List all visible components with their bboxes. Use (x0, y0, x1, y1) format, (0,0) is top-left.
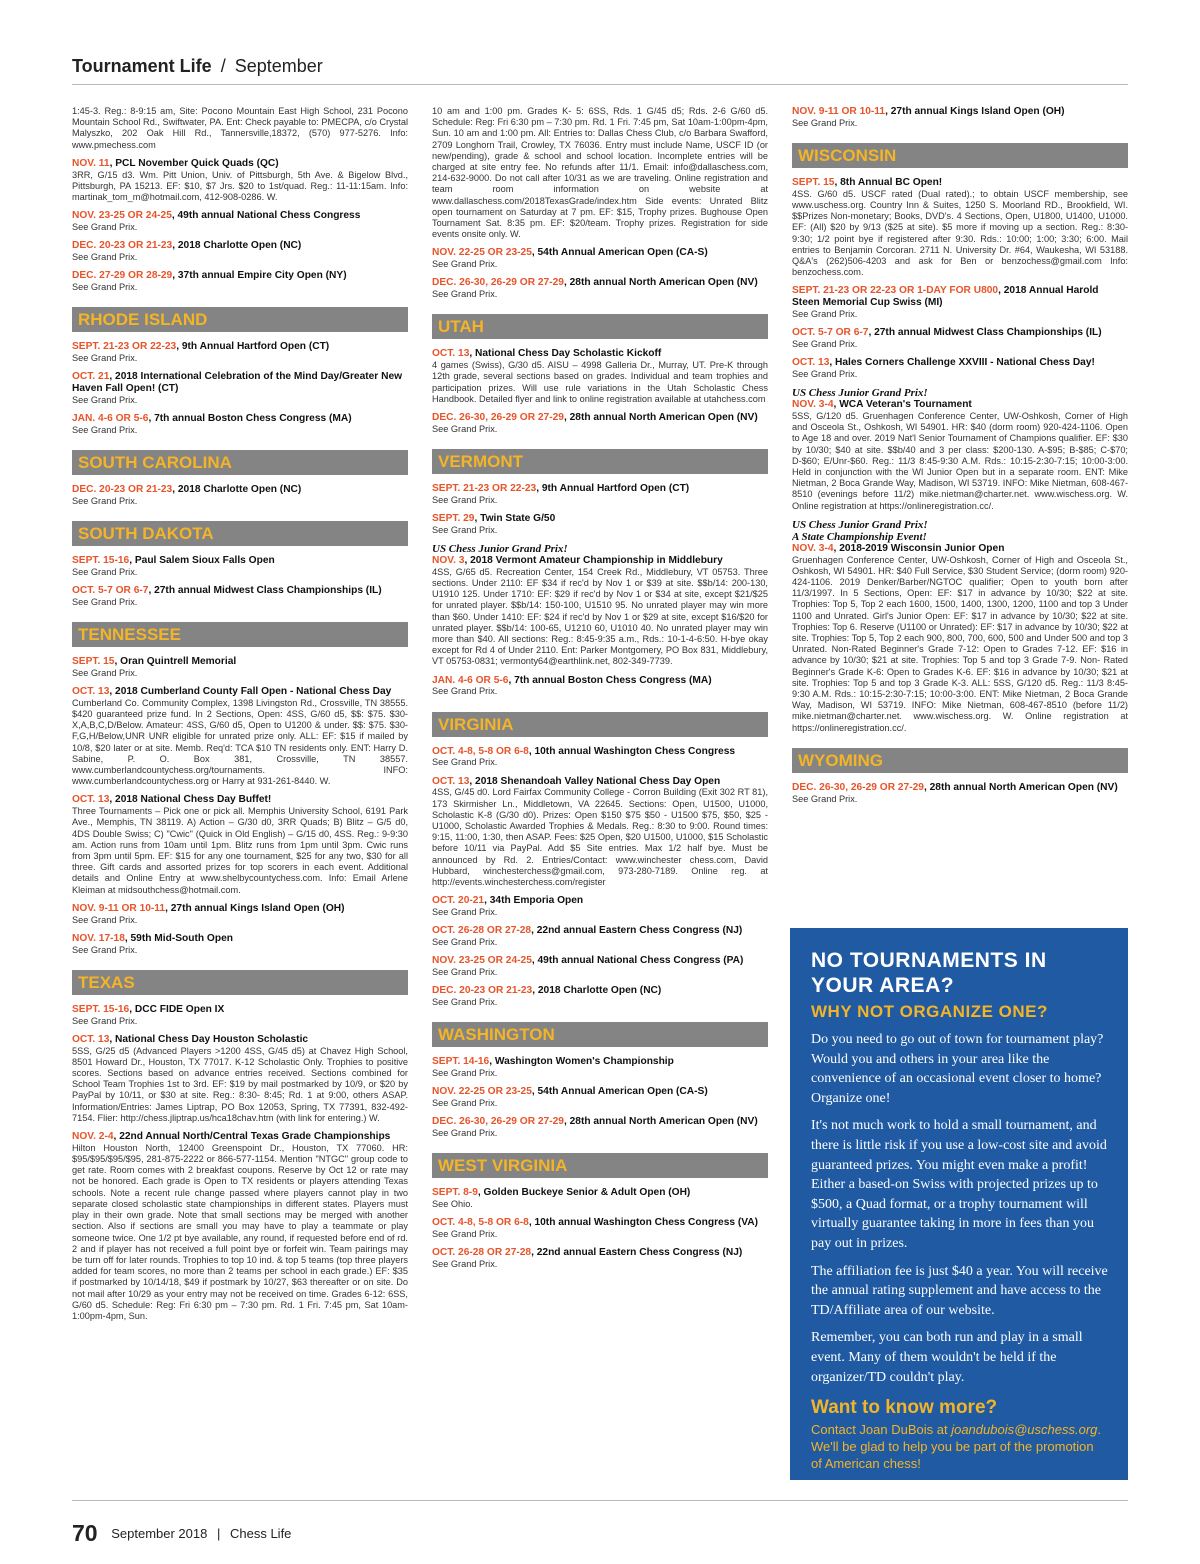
entry-date: OCT. 13 (432, 348, 470, 360)
entry-title: , DCC FIDE Open IX (129, 1003, 225, 1015)
entry-heading (432, 247, 768, 259)
section-title: Tournament Life (72, 56, 212, 76)
entry-body: See Grand Prix. (72, 1015, 138, 1026)
entry-body: See Grand Prix. (792, 117, 858, 128)
tournament-entry (432, 483, 768, 506)
entry-title: , 10th annual Washington Chess Congress (528, 745, 736, 757)
entry-title: , 7th annual Boston Chess Congress (MA) (148, 413, 352, 425)
grand-prix-note: US Chess Junior Grand Prix! (792, 387, 928, 400)
entry-title: , 2018 Charlotte Open (NC) (172, 484, 302, 496)
entry-heading (432, 1187, 768, 1199)
tournament-entry (72, 903, 408, 926)
entry-heading (792, 177, 1128, 189)
entry-body: See Grand Prix. (432, 1068, 498, 1079)
entry-heading (432, 348, 768, 360)
entry-heading (72, 1034, 408, 1046)
entry-date: SEPT. 21-23 OR 22-23 (432, 483, 537, 495)
entry-body: See Grand Prix. (432, 997, 498, 1008)
entry-title: , 28th annual North American Open (NV) (563, 277, 758, 289)
tournament-entry (432, 277, 768, 300)
entry-title: , 2018 Charlotte Open (NC) (532, 985, 662, 997)
column-1 (72, 106, 408, 1484)
entry-title: , Twin State G/50 (474, 513, 556, 525)
state-heading: SOUTH CAROLINA (72, 450, 408, 475)
tournament-entry (792, 106, 1128, 129)
tournament-entry (72, 371, 408, 406)
entry-body: See Grand Prix. (432, 686, 498, 697)
promo-contact (811, 1421, 1108, 1472)
tournament-entry (72, 933, 408, 956)
entry-heading (432, 746, 768, 758)
entry-heading (72, 484, 408, 496)
tournament-entry (72, 585, 408, 608)
tournament-entry (72, 1131, 408, 1322)
tournament-entry (72, 270, 408, 293)
tournament-entry (432, 925, 768, 948)
entry-body: See Grand Prix. (432, 907, 498, 918)
entry-body: Gruenhagen Conference Center, UW-Oshkosh, Corner of High and Osceola St., Oshkosh, WI 54901. HR: $40 Full Service, $30 Student Service; (dorm room) 920-424-1106. 2019 Denker/Barber/NGTOC qualifier; Open to youth born after 11/3/1997. In 5 Sections, Open: EF: $17 in advance by 10/30; $22 at site. Trophies: Top 5, Top 2 each 1600, 1500, 1400, 1300, 1200, 1100 and top 3 Under 1100 and Unrated. Girl's Junior Open: EF: $17 in advance by 10/30; $22 at site. Trophies: Top 6. Reserve (U1100 or Unrated): EF: $17 in advance by 10/30; $22 at site. Trophies: Top 5, Top 2 each 900, 800, 700, 600, 500 and Under 500 and top 3 Unrated. Non-Rated Beginner's Grade 7-12: Open to Grades 7-12. EF: $16 in advance by 10/30; $21 at site. Trophies: Top 5 and top 3 Grade 7-9. Non- Rated Beginner's Grade K-6: Open to Grades K-6. EF: $16 in advance by 10/30; $21 at site. Trophies: Top 5 and top 3 Grade K-3. ALL: 5SS, G/120 d5. Reg.: 11/3 8:45-9:30 A.M. Rds.: 10:15-2:30-7:15; 10:00-3:00. ENT: Mike Nietman, 2 Boca Grande Way, Madison, WI 53719. INFO: Mike Nietman, 608-467-8510 (before 11/2) mike.nietman@charter.net. www.wischess.org. W. Online registration at https://onlineregistration.cc/. (792, 554, 1128, 733)
page-header (72, 56, 323, 77)
entry-date: JAN. 4-6 OR 5-6 (72, 413, 149, 425)
entry-body: See Grand Prix. (792, 369, 858, 380)
entry-body: See Grand Prix. (72, 495, 138, 506)
entry-body: See Grand Prix. (432, 967, 498, 978)
state-heading: WISCONSIN (792, 143, 1128, 168)
entry-body: See Grand Prix. (72, 353, 138, 364)
entry-date: SEPT. 8-9 (432, 1187, 478, 1199)
entry-title: , National Chess Day Scholastic Kickoff (469, 348, 662, 360)
entry-title: , 22nd annual Eastern Chess Congress (NJ) (531, 1247, 743, 1259)
entry-heading (72, 341, 408, 353)
tournament-entry (432, 955, 768, 978)
entry-date: OCT. 26-28 OR 27-28 (432, 1247, 532, 1259)
entry-body: 4SS. G/60 d5. USCF rated (Dual rated).; to obtain USCF membership, see www.uschess.org. Country Inn & Suites, 1250 S. Moorland RD., Brookfield, WI. $$Prizes Non-monetary; Books, DVD's. 4 Sections, Open, U1800, U1400, U1000. EF: (All) $20 by 9/13 ($25 at site). $5 more if moving up a section. Reg.: 8:30-9:30; 1/2 point bye if registered after 9:30. Rds.: 10:00; 1:00; 3:30; 6:00. Mail entries to Benjamin Corcoran. 2711 N. University Dr. #64, Waukesha, WI 53188. Q&A's (262)506-4203 and ask for Ben or benzochess@gmail.com Info: benzochess.com. (792, 188, 1128, 278)
entry-heading (432, 985, 768, 997)
entry-heading (792, 285, 1128, 309)
entry-title: , 22nd Annual North/Central Texas Grade Championships (113, 1131, 391, 1143)
entry-date: DEC. 26-30, 26-29 OR 27-29 (792, 781, 924, 793)
tournament-entry (432, 412, 768, 435)
entry-title: , 27th annual Midwest Class Championships (IL) (148, 585, 382, 597)
entry-title: , 9th Annual Hartford Open (CT) (176, 341, 330, 353)
entry-date: DEC. 26-30, 26-29 OR 27-29 (432, 412, 564, 424)
entry-heading (432, 483, 768, 495)
entry-heading (432, 895, 768, 907)
entry-body: See Grand Prix. (792, 793, 858, 804)
entry-date: DEC. 20-23 OR 21-23 (432, 985, 533, 997)
entry-date: OCT. 5-7 OR 6-7 (792, 327, 869, 339)
tournament-entry (792, 177, 1128, 278)
entry-heading (432, 555, 768, 567)
entry-date: NOV. 3-4 (792, 542, 834, 554)
entry-body: 4SS, G/45 d0. Lord Fairfax Community College - Corron Building (Exit 302 RT 81), 173 Skirmisher Ln., Middletown, VA 22645. Sections: Open, U1500, U1000, Scholastic K-8 (G/30 d0). Prizes: Open $150 $75 $50 - U1500 $75, $50, $25 - U1000, Scholastic Awarded Trophies & Medals. Reg.: 8:30 to 9:00. Round times: 9:15, 11:00, 1:30, then ASAP. Fees: $25 Open, $20 U1500, U1000, $15 Scholastic before 10/11 via PayPal. Add $5 Site entries. Max 1/2 half bye. Must be announced by Rd. 2. Entries/Contact: www.winchester chess.com, David Hubbard, winchesterchess@gmail.com, 973-280-7189. Online reg. at http://events.winchesterchess.com/register (432, 787, 768, 888)
promo-title: NO TOURNAMENTS IN YOUR AREA? (811, 949, 1047, 997)
entry-heading (72, 210, 408, 222)
entry-date: OCT. 13 (72, 794, 110, 806)
tournament-entry (432, 1217, 768, 1240)
entry-title: , 2018 Charlotte Open (NC) (172, 240, 302, 252)
entry-date: OCT. 20-21 (432, 895, 485, 907)
entry-date: SEPT. 21-23 OR 22-23 (72, 341, 177, 353)
promo-contact-email[interactable]: joandubois@uschess.org (951, 1422, 1098, 1438)
tournament-entry (432, 746, 768, 769)
entry-date: NOV. 11 (72, 157, 110, 169)
tournament-entry (432, 1056, 768, 1079)
column-2 (432, 106, 768, 1484)
entry-date: NOV. 22-25 OR 23-25 (432, 1086, 532, 1098)
entry-date: NOV. 22-25 OR 23-25 (432, 247, 532, 259)
entry-date: NOV. 23-25 OR 24-25 (72, 210, 172, 222)
entry-title: , 10th annual Washington Chess Congress (VA) (528, 1217, 759, 1229)
grand-prix-note: US Chess Junior Grand Prix! (792, 518, 928, 531)
entry-heading (432, 955, 768, 967)
tournament-entry (432, 543, 768, 668)
entry-body: See Grand Prix. (432, 494, 498, 505)
entry-title: , WCA Veteran's Tournament (833, 399, 972, 411)
entry-date: SEPT. 21-23 OR 22-23 OR 1-DAY FOR U800 (792, 285, 999, 297)
entry-date: DEC. 27-29 OR 28-29 (72, 270, 173, 282)
tournament-entry (72, 794, 408, 895)
entry-date: SEPT. 15-16 (72, 555, 130, 567)
entry-heading (72, 1004, 408, 1016)
entry-title: , 2018 International Celebration of the Mind Day/Greater New Haven Fall Open! (CT) (72, 371, 403, 395)
header-rule (72, 84, 1128, 85)
entry-title: , 49th annual National Chess Congress (PA) (531, 955, 744, 967)
promo-subtitle: WHY NOT ORGANIZE ONE? (811, 1002, 1048, 1021)
promo-paragraph: Do you need to go out of town for tournament play? Would you and others in your area like the convenience of an occasional event closer to home? Organize one! (811, 1032, 1104, 1106)
state-heading: WYOMING (792, 748, 1128, 773)
entry-title: , 2018 Cumberland County Fall Open - National Chess Day (109, 686, 392, 698)
entry-body: See Grand Prix. (72, 667, 138, 678)
entry-date: SEPT. 15 (72, 656, 115, 668)
entry-heading (432, 1116, 768, 1128)
entry-body: See Grand Prix. (72, 596, 138, 607)
entry-title: , 28th annual North American Open (NV) (563, 412, 758, 424)
entry-heading (72, 413, 408, 425)
tournament-entry (432, 1247, 768, 1270)
entry-heading (432, 1247, 768, 1259)
entry-date: NOV. 9-11 OR 10-11 (792, 106, 886, 117)
header-separator: / (220, 56, 226, 76)
entry-title: , 27th annual Kings Island Open (OH) (885, 106, 1065, 117)
tournament-entry (792, 387, 1128, 512)
tournament-entry (72, 656, 408, 679)
entry-body: See Grand Prix. (432, 289, 498, 300)
entry-heading (72, 270, 408, 282)
entry-body: See Grand Prix. (72, 944, 138, 955)
entry-body: 10 am and 1:00 pm. Grades K- 5: 6SS, Rds. 1 G/45 d5; Rds. 2-6 G/60 d5. Schedule: Reg: Fri 6:30 pm – 7:30 pm. Rd. 1 Fri. 7:45 pm, Sat 10am-1:00pm-4pm, Sun. 10 am and 1:00 pm. All: Entries to: Dallas Chess Club, c/o Barbara Swafford, 2709 Longhorn Trail, Crowley, TX 76036. Entry must include Name, USCF ID (or new/pending), grade & school and school location. Incomplete entries will be charged at site entry fee. No refunds after 11/1. Email: info@dallaschess.com, 214-632-9000. Do not call after 10/31 as we are traveling. Online registration and team room information on website at www.dallaschess.com/2018TexasGrade/index.htm Side events: Unrated Blitz open tournament on Saturday at 7 pm. EF: $15, Trophy prizes. Bughouse Open Tournament Sat. 8:35 pm. EF: $20/team. Trophy prizes. Registration for side events onsite only. W. (432, 106, 768, 240)
entry-heading (72, 933, 408, 945)
tournament-entry (432, 1116, 768, 1139)
header-month: September (234, 56, 323, 76)
entry-heading (432, 1056, 768, 1068)
tournament-entry (72, 413, 408, 436)
entry-title: , Oran Quintrell Memorial (114, 656, 237, 668)
promo-paragraph: The affiliation fee is just $40 a year. You will receive the annual rating supplement and have access to the TD/Affiliate area of our website. (811, 1263, 1108, 1318)
tournament-entry (432, 776, 768, 889)
entry-title: , 2018-2019 Wisconsin Junior Open (833, 542, 1005, 554)
entry-date: OCT. 21 (72, 371, 110, 383)
entry-date: OCT. 13 (432, 775, 470, 787)
entry-title: , 27th annual Kings Island Open (OH) (165, 902, 345, 914)
tournament-entry (432, 1086, 768, 1109)
state-heading: WEST VIRGINIA (432, 1153, 768, 1178)
entry-date: DEC. 26-30, 26-29 OR 27-29 (432, 277, 564, 289)
entry-title: , Golden Buckeye Senior & Adult Open (OH) (477, 1187, 691, 1199)
footer-magazine: Chess Life (229, 1526, 292, 1541)
entry-title: , 2018 Vermont Amateur Championship in Middlebury (464, 555, 723, 567)
state-heading: VERMONT (432, 449, 768, 474)
entry-title: , 7th annual Boston Chess Congress (MA) (508, 674, 712, 686)
promo-more-title: Want to know more? (811, 1397, 998, 1419)
entry-heading (72, 158, 408, 170)
entry-heading (432, 277, 768, 289)
entry-heading (792, 327, 1128, 339)
tournament-entry (72, 555, 408, 578)
entry-body: See Grand Prix. (72, 394, 138, 405)
entry-date: SEPT. 15-16 (72, 1003, 130, 1015)
entry-heading (72, 240, 408, 252)
entry-title: , 49th annual National Chess Congress (171, 210, 361, 222)
entry-heading (72, 794, 408, 806)
entry-date: JAN. 4-6 OR 5-6 (432, 674, 509, 686)
entry-body: 4 games (Swiss), G/30 d5. AISU – 4998 Galleria Dr., Murray, UT. Pre-K through 12th grade, several sections based on grades. Individual and team trophies and participation prizes. Will use rule variations in the Utah Scholastic Chess Handbook. Detailed flyer and link to online registration available at utahchess.com (432, 360, 768, 404)
entry-body: See Grand Prix. (72, 222, 138, 233)
promo-paragraph: It's not much work to hold a small tournament, and there is little risk if you use a low-cost site and avoid guaranteed prizes. You might even make a profit! Either a based-on Swiss with projected prizes up to $500, a Quad format, or a trophy tournament will virtually guarantee taking in more in fees than you pay out in prizes. (811, 1118, 1107, 1251)
entry-date: SEPT. 15 (792, 177, 835, 188)
promo-paragraph: Remember, you can both run and play in a small event. Many of them wouldn't be held if the organizer/TD couldn't play. (811, 1330, 1083, 1385)
footer-issue: September 2018 (111, 1526, 208, 1541)
entry-heading (432, 1086, 768, 1098)
entry-heading (792, 782, 1128, 794)
entry-body: Hilton Houston North, 12400 Greenspoint Dr., Houston, TX 77060. HR: $95/$95/$95/$95, 281-875-2222 or 866-577-1154. Mention "NTGC" group code to get rate. Room comes with 2 breakfast coupons. Reserve by Oct 12 or rate may not be honored. Each grade is Open to TX residents or players attending Texas schools. Note a recent rule change passed where players cannot play in two separate closed scholastic state championships in different states. Players must play in their own grade. Note that small sections may be merged with another section. Also if sections are small you may have to play a teammate or play someone twice. One 1/2 pt bye available, any round, if requested before end of rd. 2 and if player has not received a full point bye or forfeit win. Team pairings may be turn off for later rounds. Trophies to top 10 ind. & top 5 teams (top three players added for team scores, no more than 2 teams per school in each grade.) EF: $35 if postmarked by 10/14/18, $49 if postmark by 10/27, $63 thereafter or on site. Do not mail after 10/29 as your entry may not be received on time. Grades 6-12: 6SS, G/60 d5. Schedule: Reg: Fri 6:30 pm – 7:30 pm. Rd. 1 Fri. 7:45 pm, Sat 10am-1:00pm-4pm, Sun. (72, 1142, 408, 1321)
entry-date: NOV. 9-11 OR 10-11 (72, 902, 166, 914)
entry-heading (432, 675, 768, 687)
grand-prix-note: A State Championship Event! (792, 530, 927, 543)
tournament-entry (432, 247, 768, 270)
entry-date: OCT. 13 (72, 1033, 110, 1045)
entry-date: OCT. 26-28 OR 27-28 (432, 925, 532, 937)
entry-title: , Paul Salem Sioux Falls Open (129, 555, 275, 567)
state-heading: TENNESSEE (72, 622, 408, 647)
tournament-entry (792, 285, 1128, 320)
tournament-entry (432, 985, 768, 1008)
entry-body: See Grand Prix. (432, 1128, 498, 1139)
entry-title: , 2018 Shenandoah Valley National Chess Day Open (469, 775, 721, 787)
entry-heading (72, 371, 408, 395)
tournament-entry (792, 519, 1128, 734)
entry-heading (792, 357, 1128, 369)
entry-body: See Grand Prix. (432, 423, 498, 434)
entry-date: SEPT. 29 (432, 513, 475, 525)
tournament-entry (72, 1034, 408, 1124)
entry-heading (432, 1217, 768, 1229)
entry-date: OCT. 13 (72, 686, 110, 698)
tournament-entry (72, 240, 408, 263)
tournament-entry (72, 106, 408, 151)
entry-heading (792, 399, 1128, 411)
entry-title: , Hales Corners Challenge XXVIII - National Chess Day! (829, 357, 1095, 369)
entry-body: See Grand Prix. (432, 937, 498, 948)
entry-title: , 37th annual Empire City Open (NY) (172, 270, 347, 282)
entry-body: 4SS, G/65 d5. Recreation Center, 154 Creek Rd., Middlebury, VT 05753. Three sections. Under 2110: EF $34 if rec'd by Nov 1 or $39 at site. $$b/14: 200-130, U1910 125. Under 1710: EF: $29 if rec'd by Nov 1 or $34 at site, except $21/$25 for unrated player. $$b/14: 150-100, U1510 95. No unrated player may win more than $60. Under 1410: EF: $24 if rec'd by Nov 1 or $29 at site, except $16/$20 for unrated player. $$b/14: 100-65, U1210 60, U1010 40. No unrated player may win more than $40. All sections: Reg.: 8:45-9:35 a.m., Rds.: 10-1-4-6:50. H-bye okay except for Rd 4 of Under 2110. Ent: Parker Montgomery, PO Box 831, Middlebury, VT 05753-0831; vermonty64@earthlink.net, 802-349-7739. (432, 566, 768, 667)
tournament-entry (792, 782, 1128, 805)
entry-body: See Grand Prix. (72, 252, 138, 263)
entry-body: See Grand Prix. (72, 282, 138, 293)
page-footer (72, 1520, 291, 1547)
entry-body: 5SS, G/25 d5 (Advanced Players >1200 4SS, G/45 d5) at Chavez High School, 8501 Howard Dr., Houston, TX 77017. K-12 Scholastic Only. Trophies to positive scores. Sections based on advance entries received. Sections combined for School Team Trophies 1st to 3rd. EF: $19 by mail postmarked by 10/9, or $20 by PayPal by 10/11, or $30 at site. Reg.: 8:30- 8:45; Rd. 1 at 9:00, others ASAP. Information/Entries: James Liptrap, PO Box 12053, Spring, TX 77391, 832-492-7154. Flier: http://chess.jliptrap.us/hca18chav.htm (with link for entering.) W. (72, 1045, 408, 1123)
tournament-entry (72, 686, 408, 787)
footer-separator: | (216, 1526, 221, 1541)
entry-date: DEC. 26-30, 26-29 OR 27-29 (432, 1116, 564, 1128)
state-heading: WASHINGTON (432, 1022, 768, 1047)
entry-date: OCT. 13 (792, 357, 830, 369)
organize-promo-box (790, 928, 1128, 1480)
state-heading: VIRGINIA (432, 712, 768, 737)
entry-body: See Ohio. (432, 1199, 473, 1210)
state-heading: SOUTH DAKOTA (72, 521, 408, 546)
grand-prix-note: US Chess Junior Grand Prix! (432, 543, 568, 556)
entry-heading (72, 656, 408, 668)
entry-title: , 8th Annual BC Open! (834, 177, 943, 188)
entry-heading (432, 513, 768, 525)
tournament-entry (72, 341, 408, 364)
entry-body: 1:45-3. Reg.: 8-9:15 am, Site: Pocono Mountain East High School, 231 Pocono Mountain School Rd., Swiftwater, PA. Ent: Check payable to: PMECPA, c/o Crystal Malyszko, 202 Oak Hill Rd., Tannersville,18372, (570) 977-5276. Info: www.pmechess.com (72, 106, 408, 150)
entry-body: See Grand Prix. (432, 1098, 498, 1109)
entry-body: See Grand Prix. (72, 566, 138, 577)
entry-title: , PCL November Quick Quads (QC) (109, 157, 279, 169)
entry-heading (432, 412, 768, 424)
entry-title: , 54th Annual American Open (CA-S) (531, 1086, 708, 1098)
tournament-entry (792, 357, 1128, 380)
entry-body: 3RR, G/15 d3. Wm. Pitt Union, Univ. of Pittsburgh, 5th Ave. & Bigelow Blvd., Pittsburgh, PA 15213. EF: $10, $7 Jrs. $20 to 1st/quad. Reg.: 11-11:15am. Info: martinak_tom_m@hotmail.com, 412-908-0286. W. (72, 169, 408, 203)
entry-title: , Washington Women's Championship (489, 1056, 674, 1068)
entry-title: , 27th annual Midwest Class Championships (IL) (868, 327, 1102, 339)
entry-body: See Grand Prix. (72, 914, 138, 925)
tournament-entry (72, 158, 408, 203)
entry-title: , National Chess Day Houston Scholastic (109, 1033, 309, 1045)
entry-title: , 28th annual North American Open (NV) (923, 781, 1118, 793)
tournament-entry (432, 348, 768, 405)
entry-heading (72, 686, 408, 698)
entry-heading (792, 106, 1128, 118)
entry-date: DEC. 20-23 OR 21-23 (72, 484, 173, 496)
tournament-entry (792, 327, 1128, 350)
entry-body: See Grand Prix. (432, 1229, 498, 1240)
entry-heading (792, 543, 1128, 555)
entry-body: See Grand Prix. (432, 524, 498, 535)
entry-body: See Grand Prix. (792, 309, 858, 320)
entry-body: 5SS, G/120 d5. Gruenhagen Conference Center, UW-Oshkosh, Corner of High and Osceola St., Oshkosh, WI 54901. HR: $40 (dorm room) 920-424-1106. Open to Age 18 and over. 2019 Nat'l Senior Tournament of Champions qualifier. EF: $30 by 10/30; $40 at site. $$b/40 and 3 per class: $200-130. A-$95; B-$85; C-$70; D-$60; E/Unr-$60. Reg.: 11/3 8:45-9:30 A.M. Rds.: 10:15-2:30-7:15; 10:00-3:00. Held in conjunction with the WI Junior Open but in a separate room. ENT: Mike Nietman, 2 Boca Grande Way, Madison, WI 53719. INFO: Mike Nietman, 608-467- 8510 (evenings before 11/2) mike.nietman@charter.net. www.wischess.org. W. Online registration at https://onlineregistration.cc/. (792, 411, 1128, 511)
tournament-entry (432, 513, 768, 536)
entry-date: SEPT. 14-16 (432, 1056, 490, 1068)
entry-title: , 28th annual North American Open (NV) (563, 1116, 758, 1128)
entry-date: NOV. 2-4 (72, 1131, 114, 1143)
entry-date: DEC. 20-23 OR 21-23 (72, 240, 173, 252)
entry-title: , 54th Annual American Open (CA-S) (531, 247, 708, 259)
entry-date: NOV. 23-25 OR 24-25 (432, 955, 532, 967)
entry-heading (72, 585, 408, 597)
entry-date: OCT. 4-8, 5-8 OR 6-8 (432, 1217, 529, 1229)
entry-heading (432, 925, 768, 937)
entry-heading (72, 903, 408, 915)
entry-title: , 2018 Annual Harold Steen Memorial Cup Swiss (MI) (792, 285, 1099, 309)
tournament-entry (432, 675, 768, 698)
promo-contact-text: . We'll be glad to help you be part of the promotion of American chess! (811, 1422, 1102, 1472)
entry-heading (72, 555, 408, 567)
entry-date: NOV. 3-4 (792, 399, 834, 411)
entry-body: See Grand Prix. (792, 339, 858, 350)
entry-date: NOV. 3 (432, 555, 465, 567)
state-heading: UTAH (432, 314, 768, 339)
entry-title: , 59th Mid-South Open (124, 932, 233, 944)
entry-heading (432, 776, 768, 788)
state-heading: TEXAS (72, 970, 408, 995)
tournament-entry (432, 1187, 768, 1210)
entry-body: See Grand Prix. (432, 259, 498, 270)
entry-body: Three Tournaments – Pick one or pick all. Memphis University School, 6191 Park Ave., Memphis, TN 38119. A) Action – G/30 d0, 3RR Quads; B) Blitz – G/5 d0, 4DS Double Swiss; C) "Cwic" (Quick in Old English) – G/15 d0, 4SS. Reg.: 9-9:30 am. Action runs from 10am until 1pm. Blitz runs from 1pm until 3pm. Cwic runs from 3pm until 5pm. EF: $15 for any one tournament, $25 for any two, $30 for all three. Gift cards and assorted prizes for top scorers in each event. Additional details and Online Entry at www.shelbycountychess.com. Info: Email Arlene Kleiman at midsouthchess@hotmail.com. (72, 806, 408, 895)
tournament-entry (72, 210, 408, 233)
entry-body: See Grand Prix. (72, 424, 138, 435)
page-number: 70 (72, 1520, 98, 1546)
tournament-entry (432, 106, 768, 240)
footer-rule (72, 1500, 1128, 1501)
entry-heading (72, 1131, 408, 1143)
entry-date: NOV. 17-18 (72, 932, 125, 944)
entry-body: Cumberland Co. Community Complex, 1398 Livingston Rd., Crossville, TN 38555. $420 guaranteed prize fund. In 2 Sections, Open: 4SS, G/60 d5, $$: $75. $30-X,A,B,C,D/Below. Amateur: 4SS, G/60 d5, Open to U1200 & under. $$: $75. $30-F,G,H/Below,UNR UNR eligible for unrated prize only. ALL: EF: $15 if mailed by 10/8, $20 later or at site. Memb. Req'd: TCA $10 TN residents only. ENT: Harry D. Sabine, P. O. Box 381, Crossville, TN 38557. www.cumberlandcountychess.org/tournaments. INFO: www.cumberlandcountychess.org or Harry at 931-261-8440. W. (72, 697, 408, 787)
entry-body: See Grand Prix. (432, 1259, 498, 1270)
entry-body: See Grand Prix. (432, 757, 498, 768)
entry-title: , 2018 National Chess Day Buffet! (109, 794, 272, 806)
tournament-entry (72, 484, 408, 507)
promo-contact-text: Contact Joan DuBois at (811, 1422, 952, 1438)
tournament-entry (72, 1004, 408, 1027)
state-heading: RHODE ISLAND (72, 307, 408, 332)
entry-date: OCT. 4-8, 5-8 OR 6-8 (432, 745, 529, 757)
entry-title: , 34th Emporia Open (484, 895, 584, 907)
tournament-entry (432, 895, 768, 918)
entry-date: OCT. 5-7 OR 6-7 (72, 585, 149, 597)
entry-title: , 9th Annual Hartford Open (CT) (536, 483, 690, 495)
entry-title: , 22nd annual Eastern Chess Congress (NJ) (531, 925, 743, 937)
